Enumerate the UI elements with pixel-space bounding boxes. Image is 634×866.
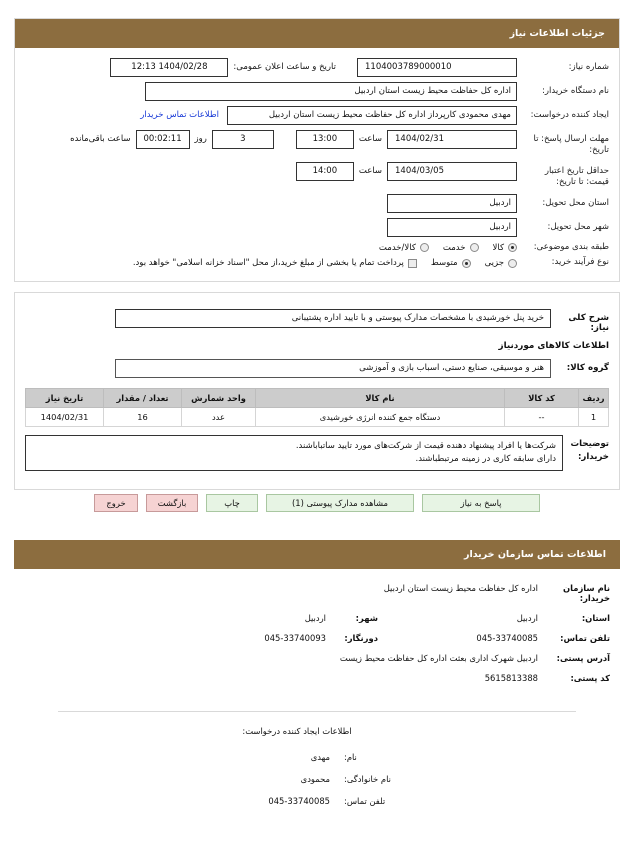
buyer-org-label: نام دستگاه خریدار: — [542, 86, 609, 96]
creator-phone-value: 045-33740085 — [268, 796, 330, 807]
creator-contact-title: اطلاعات ایجاد کننده درخواست: — [242, 726, 352, 737]
postal-code-label: کد پستی: — [570, 673, 610, 684]
treasury-bond-option[interactable] — [133, 258, 417, 268]
first-name-label: نام: — [344, 752, 357, 763]
row-first-name — [14, 752, 620, 762]
row-creator-phone — [14, 796, 620, 806]
address-label: آدرس پستی: — [556, 653, 610, 664]
cell-goods-name: دستگاه جمع کننده انرژی خورشیدی — [256, 407, 505, 426]
phone-label: تلفن تماس: — [560, 633, 610, 644]
province-value: اردبیل — [516, 613, 538, 624]
process-type-label: نوع فرآیند خرید: — [551, 257, 609, 268]
goods-section-title: اطلاعات کالاهای موردنیاز — [498, 340, 609, 351]
row-price-validity — [25, 162, 609, 189]
price-validity-hour-label: ساعت — [358, 165, 382, 176]
row-buyer-org — [25, 82, 609, 101]
buyer-contact-header: اطلاعات تماس سازمان خریدار — [14, 540, 620, 569]
row-postal-code — [24, 673, 610, 683]
goods-card — [14, 292, 620, 490]
row-summary — [25, 309, 609, 333]
radio-goods-icon[interactable] — [508, 243, 517, 252]
col-radif: ردیف — [579, 388, 609, 407]
row-need-number — [25, 58, 609, 77]
cell-need-date: 1404/02/31 — [26, 407, 104, 426]
print-button[interactable]: چاپ — [206, 494, 258, 512]
buyer-org-value: اداره کل حفاظت محیط زیست استان اردبیل — [145, 82, 517, 101]
exit-button[interactable]: خروج — [94, 494, 138, 512]
subject-option-goods-label: کالا — [492, 242, 504, 253]
treasury-bond-label: پرداخت تمام یا بخشی از مبلغ خرید،از محل "اسناد خزانه اسلامی" خواهد بود. — [132, 258, 404, 269]
deadline-date-value: 1404/02/31 — [387, 130, 517, 149]
last-name-value: محمودی — [300, 774, 330, 785]
row-subject-class — [25, 242, 609, 253]
deadline-hour-value: 13:00 — [296, 130, 354, 149]
table-row — [26, 407, 609, 426]
col-unit: واحد شمارش — [182, 388, 256, 407]
subject-option-service[interactable] — [443, 243, 479, 253]
subject-option-service-label: خدمت — [442, 242, 466, 253]
first-name-value: مهدی — [310, 752, 330, 763]
delivery-province-value: اردبیل — [387, 194, 517, 213]
row-phone-fax — [24, 633, 610, 643]
buyer-contact-section — [14, 540, 620, 806]
row-buyer-notes — [25, 435, 609, 471]
need-number-value: 1104003789000010 — [357, 58, 517, 77]
city-label: شهر: — [355, 613, 378, 624]
cell-unit: عدد — [182, 407, 256, 426]
need-details-body — [15, 48, 619, 281]
col-quantity: تعداد / مقدار — [104, 388, 182, 407]
subject-class-label: طبقه بندی موضوعی: — [533, 241, 609, 252]
need-details-card — [14, 18, 620, 282]
row-province-city — [24, 613, 610, 623]
buyer-notes-label: توضیحات خریدار: — [570, 438, 609, 462]
summary-label: شرح کلی نیاز: — [568, 312, 609, 333]
deadline-label: مهلت ارسال پاسخ: تا تاریخ: — [533, 134, 609, 156]
subject-option-goods-service-label: کالا/خدمت — [378, 242, 416, 253]
remaining-time-value: 00:02:11 — [136, 130, 190, 149]
creator-phone-label: تلفن تماس: — [344, 796, 386, 807]
remaining-time-label: ساعت باقی‌مانده — [70, 134, 131, 144]
deadline-hour-label: ساعت — [358, 134, 382, 144]
org-name-value: اداره کل حفاظت محیط زیست استان اردبیل — [383, 583, 538, 594]
summary-value: خرید پنل خورشیدی با مشخصات مدارک پیوستی و با تایید اداره پشتیبانی — [115, 309, 551, 328]
col-goods-name: نام کالا — [256, 388, 505, 407]
deadline-days-value: 3 — [212, 130, 274, 149]
delivery-province-label: استان محل تحویل: — [542, 197, 609, 208]
deadline-days-unit: روز — [194, 134, 207, 144]
buyer-notes-line-2: دارای سابقه کاری در زمینه مرتبطباشند. — [415, 453, 556, 464]
fax-value: 045-33740093 — [264, 633, 326, 644]
postal-code-value: 5615813388 — [484, 673, 538, 684]
process-option-medium-label: متوسط — [430, 258, 458, 269]
need-details-header: جزئیات اطلاعات نیاز — [15, 19, 619, 48]
announce-datetime-label: تاریخ و ساعت اعلان عمومی: — [233, 62, 336, 72]
subject-option-goods-service[interactable] — [379, 243, 429, 253]
col-goods-code: کد کالا — [505, 388, 579, 407]
buyer-contact-link[interactable]: اطلاعات تماس خریدار — [140, 110, 219, 120]
back-button[interactable]: بازگشت — [146, 494, 198, 512]
buyer-contact-body — [14, 569, 620, 697]
row-delivery-city — [25, 218, 609, 237]
radio-service-icon[interactable] — [470, 243, 479, 252]
action-button-bar — [0, 490, 634, 518]
process-option-medium[interactable] — [431, 258, 471, 268]
view-attachments-button[interactable]: مشاهده مدارک پیوستی (1) — [266, 494, 414, 512]
row-creator — [25, 106, 609, 125]
goods-group-value: هنر و موسیقی، صنایع دستی، اسباب بازی و آموزشی — [115, 359, 551, 378]
row-process-type — [25, 257, 609, 268]
row-org-name — [24, 583, 610, 603]
cell-radif: 1 — [579, 407, 609, 426]
row-last-name — [14, 774, 620, 784]
goods-table — [25, 388, 609, 427]
last-name-label: نام خانوادگی: — [344, 774, 391, 785]
delivery-city-value: اردبیل — [387, 218, 517, 237]
subject-option-goods[interactable] — [493, 243, 517, 253]
phone-value: 045-33740085 — [476, 633, 538, 644]
fax-label: دورنگار: — [344, 633, 378, 644]
row-deadline — [25, 130, 609, 157]
creator-contact-section — [14, 726, 620, 806]
checkbox-treasury-bond-icon[interactable] — [408, 259, 417, 268]
row-goods-group — [25, 359, 609, 378]
goods-card-body — [15, 293, 619, 489]
radio-goods-service-icon[interactable] — [420, 243, 429, 252]
creator-label: ایجاد کننده درخواست: — [530, 110, 609, 120]
buyer-notes-value — [25, 435, 563, 471]
price-validity-label: حداقل تاریخ اعتبار قیمت: تا تاریخ: — [544, 165, 609, 188]
goods-table-header-row — [26, 388, 609, 407]
process-option-minor[interactable] — [485, 258, 517, 268]
radio-medium-icon[interactable] — [462, 259, 471, 268]
price-validity-hour-value: 14:00 — [296, 162, 354, 181]
row-address — [24, 653, 610, 663]
creator-value: مهدی محمودی کارپرداز اداره کل حفاظت محیط زیست استان اردبیل — [227, 106, 517, 125]
row-delivery-province — [25, 194, 609, 213]
process-option-minor-label: جزیی — [484, 258, 504, 269]
price-validity-date-value: 1404/03/05 — [387, 162, 517, 181]
province-label: استان: — [581, 613, 610, 624]
page-root — [0, 18, 634, 866]
city-value: اردبیل — [304, 613, 326, 624]
delivery-city-label: شهر محل تحویل: — [547, 221, 609, 232]
address-value: اردبیل شهرک اداری بعثت اداره کل حفاظت محیط زیست — [339, 653, 538, 664]
goods-group-label: گروه کالا: — [566, 362, 609, 373]
radio-minor-icon[interactable] — [508, 259, 517, 268]
respond-to-need-button[interactable]: پاسخ به نیاز — [422, 494, 540, 512]
col-need-date: تاریخ نیاز — [26, 388, 104, 407]
org-name-label: نام سازمان خریدار: — [562, 583, 610, 604]
buyer-notes-line-1: شرکت‌ها یا افراد پیشنهاد دهنده قیمت از شرکت‌های مورد تایید ساتباباشند. — [295, 440, 556, 451]
cell-quantity: 16 — [104, 407, 182, 426]
contact-divider — [58, 711, 576, 712]
announce-datetime-value: 1404/02/28 12:13 — [110, 58, 228, 77]
cell-goods-code: -- — [505, 407, 579, 426]
need-number-label: شماره نیاز: — [568, 62, 609, 72]
